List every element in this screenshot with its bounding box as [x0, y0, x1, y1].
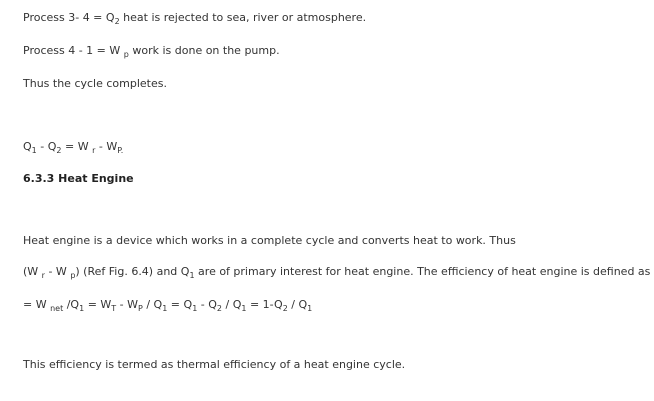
process-3-4-line: Process 3- $4 = Q_2$ heat is rejected to sea, river or atmosphere. — [23, 11, 367, 26]
heat-balance-equation: $Q_1 - Q_2 = W$ $_r - W_{P.}$ — [23, 140, 124, 155]
section-heading: 6.3.3 Heat Engine — [23, 172, 134, 185]
cycle-completes-text: Thus the cycle completes. — [23, 77, 167, 90]
efficiency-equation: = W $_{net}$ $/Q_1 = W_T - W_P / Q_1 = Q_1 - Q_2 / Q_1 = 1-Q_2 / Q_1$ — [23, 298, 313, 313]
heat-engine-intro: Heat engine is a device which works in a complete cycle and converts heat to work. Thus — [23, 234, 516, 247]
thermal-efficiency-text: This efficiency is termed as thermal efficiency of a heat engine cycle. — [23, 358, 406, 371]
primary-interest-text: (W $_r$ - W $_p$) (Ref Fig. 6.4) and $Q_1$ are of primary interest for heat engine. The efficiency of heat engine is defined as — [23, 265, 651, 280]
process-4-1-line: Process 4 - 1 = W $_p$ work is done on the pump. — [23, 44, 280, 59]
